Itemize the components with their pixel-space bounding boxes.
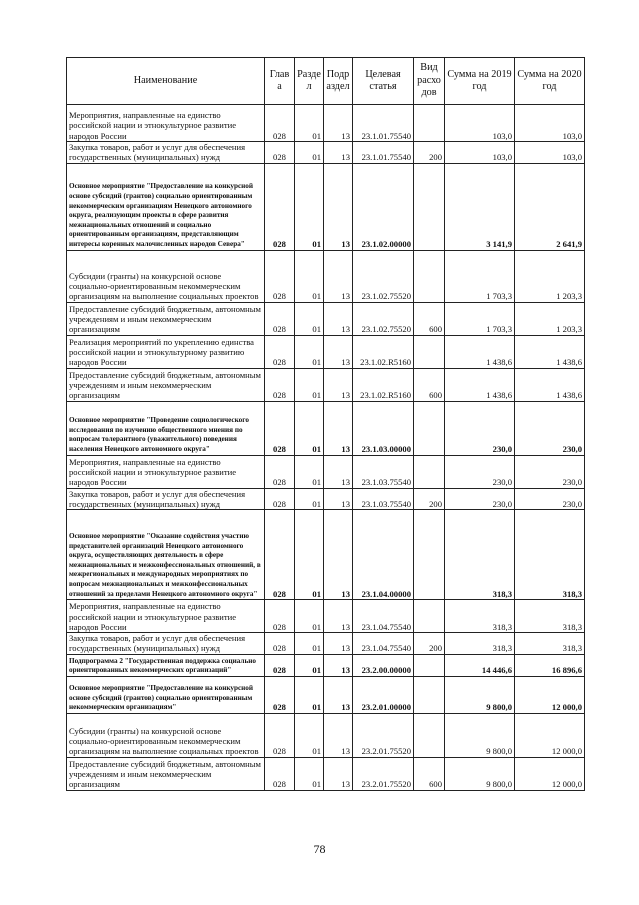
cell-target: 23.1.02.75520 (353, 302, 414, 335)
cell-section: 01 (295, 163, 324, 250)
cell-name: Мероприятия, направленные на единство российской нации и этнокультурное развитие народов России (67, 600, 265, 633)
cell-subsection: 13 (324, 633, 353, 655)
cell-section: 01 (295, 142, 324, 164)
header-sum-2020: Сумма на 2020 год (515, 58, 585, 105)
cell-sum-2019: 103,0 (445, 142, 515, 164)
cell-sum-2020: 318,3 (515, 633, 585, 655)
cell-expense-type (414, 163, 445, 250)
table-row (67, 401, 585, 455)
cell-subsection: 13 (324, 713, 353, 757)
cell-target: 23.1.04.75540 (353, 633, 414, 655)
cell-expense-type: 200 (414, 142, 445, 164)
header-chapter: Глав а (265, 58, 295, 105)
cell-sum-2020: 12 000,0 (515, 676, 585, 713)
table-row (67, 455, 585, 488)
cell-section: 01 (295, 713, 324, 757)
cell-sum-2020: 230,0 (515, 488, 585, 510)
cell-subsection: 13 (324, 676, 353, 713)
cell-sum-2019: 230,0 (445, 488, 515, 510)
table-row (67, 142, 585, 164)
cell-subsection: 13 (324, 600, 353, 633)
cell-target: 23.2.01.75520 (353, 757, 414, 790)
cell-section: 01 (295, 633, 324, 655)
cell-sum-2020: 103,0 (515, 142, 585, 164)
cell-subsection: 13 (324, 302, 353, 335)
cell-subsection: 13 (324, 510, 353, 600)
cell-sum-2019: 230,0 (445, 401, 515, 455)
cell-target: 23.1.03.75540 (353, 455, 414, 488)
cell-section: 01 (295, 368, 324, 401)
cell-expense-type (414, 713, 445, 757)
cell-name: Субсидии (гранты) на конкурсной основе социально-ориентированным некоммерческим организациям на выполнение социальных проектов (67, 713, 265, 757)
cell-sum-2019: 9 800,0 (445, 757, 515, 790)
cell-name: Основное мероприятие "Предоставление на конкурсной основе субсидий (грантов) социально ориентированным некоммерческим организациям" (67, 676, 265, 713)
cell-section: 01 (295, 250, 324, 302)
cell-chapter: 028 (265, 105, 295, 142)
cell-sum-2020: 230,0 (515, 401, 585, 455)
cell-sum-2020: 1 203,3 (515, 250, 585, 302)
cell-subsection: 13 (324, 250, 353, 302)
cell-expense-type: 600 (414, 368, 445, 401)
table-row (67, 510, 585, 600)
cell-sum-2019: 318,3 (445, 600, 515, 633)
cell-chapter: 028 (265, 250, 295, 302)
header-row (67, 58, 585, 105)
table-header (67, 58, 585, 105)
table-row (67, 488, 585, 510)
cell-chapter: 028 (265, 163, 295, 250)
cell-name: Мероприятия, направленные на единство российской нации и этнокультурное развитие народов России (67, 455, 265, 488)
cell-section: 01 (295, 335, 324, 368)
header-subsection: Подр аздел (324, 58, 353, 105)
cell-sum-2020: 16 896,6 (515, 654, 585, 676)
cell-section: 01 (295, 600, 324, 633)
cell-sum-2020: 230,0 (515, 455, 585, 488)
cell-sum-2019: 318,3 (445, 633, 515, 655)
cell-target: 23.2.01.00000 (353, 676, 414, 713)
table-row (67, 163, 585, 250)
cell-name: Закупка товаров, работ и услуг для обеспечения государственных (муниципальных) нужд (67, 633, 265, 655)
table-row (67, 633, 585, 655)
cell-sum-2019: 103,0 (445, 105, 515, 142)
cell-sum-2020: 318,3 (515, 600, 585, 633)
cell-name: Основное мероприятие "Проведение социологического исследования по изучению общественного мнения по вопросам толерантного (уважительного) поведения населения Ненецкого автономного округа" (67, 401, 265, 455)
cell-sum-2019: 1 438,6 (445, 335, 515, 368)
cell-expense-type: 200 (414, 633, 445, 655)
cell-chapter: 028 (265, 510, 295, 600)
cell-chapter: 028 (265, 600, 295, 633)
cell-section: 01 (295, 302, 324, 335)
cell-chapter: 028 (265, 757, 295, 790)
cell-target: 23.1.04.75540 (353, 600, 414, 633)
table-row (67, 368, 585, 401)
cell-name: Основное мероприятие "Оказание содействия участию представителей организаций Ненецкого автономного округа, осуществляющих деятельность в сфере межнациональных и межконфессиональных отношений, в межрегиональных и международных мероприятиях по вопросам межнациональных и межконфессиональных отношений за пределами Ненецкого автономного округа" (67, 510, 265, 600)
header-expense-type: Вид расхо дов (414, 58, 445, 105)
cell-sum-2019: 1 703,3 (445, 250, 515, 302)
cell-chapter: 028 (265, 455, 295, 488)
cell-chapter: 028 (265, 142, 295, 164)
cell-expense-type (414, 654, 445, 676)
cell-sum-2020: 12 000,0 (515, 757, 585, 790)
cell-expense-type: 600 (414, 757, 445, 790)
cell-name: Мероприятия, направленные на единство российской нации и этнокультурное развитие народов России (67, 105, 265, 142)
table-row (67, 676, 585, 713)
table-row (67, 757, 585, 790)
cell-target: 23.1.03.00000 (353, 401, 414, 455)
cell-sum-2020: 318,3 (515, 510, 585, 600)
cell-sum-2019: 1 703,3 (445, 302, 515, 335)
cell-sum-2019: 230,0 (445, 455, 515, 488)
cell-sum-2019: 9 800,0 (445, 676, 515, 713)
cell-target: 23.1.03.75540 (353, 488, 414, 510)
table-row (67, 105, 585, 142)
cell-subsection: 13 (324, 142, 353, 164)
cell-expense-type (414, 250, 445, 302)
cell-chapter: 028 (265, 401, 295, 455)
cell-chapter: 028 (265, 633, 295, 655)
cell-chapter: 028 (265, 713, 295, 757)
cell-subsection: 13 (324, 757, 353, 790)
cell-target: 23.2.00.00000 (353, 654, 414, 676)
cell-section: 01 (295, 676, 324, 713)
table-body (67, 105, 585, 791)
cell-name: Подпрограмма 2 "Государственная поддержка социально ориентированных некоммерческих организаций" (67, 654, 265, 676)
cell-sum-2019: 1 438,6 (445, 368, 515, 401)
cell-name: Основное мероприятие "Предоставление на конкурсной основе субсидий (грантов) социально ориентированным некоммерческим организациям Ненецкого автономного округа, реализующим проекты в сфере развития межнациональных отношений и социально ориентированным организациям, представляющим интересы коренных малочисленных народов Севера" (67, 163, 265, 250)
cell-expense-type (414, 401, 445, 455)
table-row (67, 600, 585, 633)
cell-target: 23.1.02.75520 (353, 250, 414, 302)
cell-name: Предоставление субсидий бюджетным, автономным учреждениям и иным некоммерческим организациям (67, 757, 265, 790)
cell-section: 01 (295, 510, 324, 600)
cell-name: Закупка товаров, работ и услуг для обеспечения государственных (муниципальных) нужд (67, 142, 265, 164)
cell-name: Субсидии (гранты) на конкурсной основе социально-ориентированным некоммерческим организациям на выполнение социальных проектов (67, 250, 265, 302)
cell-name: Предоставление субсидий бюджетным, автономным учреждениям и иным некоммерческим организациям (67, 368, 265, 401)
cell-chapter: 028 (265, 676, 295, 713)
table-row (67, 654, 585, 676)
cell-target: 23.1.04.00000 (353, 510, 414, 600)
cell-target: 23.1.02.R5160 (353, 368, 414, 401)
cell-name: Реализация мероприятий по укреплению единства российской нации и этнокультурному развитию народов России (67, 335, 265, 368)
cell-expense-type: 200 (414, 488, 445, 510)
cell-target: 23.2.01.75520 (353, 713, 414, 757)
cell-subsection: 13 (324, 455, 353, 488)
cell-sum-2019: 14 446,6 (445, 654, 515, 676)
cell-name: Предоставление субсидий бюджетным, автономным учреждениям и иным некоммерческим организациям (67, 302, 265, 335)
table-row (67, 335, 585, 368)
cell-target: 23.1.01.75540 (353, 142, 414, 164)
table-row (67, 713, 585, 757)
table-row (67, 250, 585, 302)
cell-subsection: 13 (324, 488, 353, 510)
cell-expense-type (414, 105, 445, 142)
cell-section: 01 (295, 455, 324, 488)
table-row (67, 302, 585, 335)
cell-subsection: 13 (324, 368, 353, 401)
cell-subsection: 13 (324, 163, 353, 250)
cell-subsection: 13 (324, 401, 353, 455)
cell-expense-type (414, 510, 445, 600)
cell-chapter: 028 (265, 302, 295, 335)
budget-table (66, 57, 585, 791)
header-sum-2019: Сумма на 2019 год (445, 58, 515, 105)
cell-section: 01 (295, 654, 324, 676)
cell-chapter: 028 (265, 335, 295, 368)
header-name: Наименование (67, 58, 265, 105)
cell-sum-2020: 1 438,6 (515, 335, 585, 368)
cell-section: 01 (295, 757, 324, 790)
header-section: Разде л (295, 58, 324, 105)
cell-sum-2020: 1 438,6 (515, 368, 585, 401)
cell-chapter: 028 (265, 368, 295, 401)
cell-expense-type (414, 335, 445, 368)
cell-sum-2020: 12 000,0 (515, 713, 585, 757)
cell-subsection: 13 (324, 105, 353, 142)
cell-target: 23.1.01.75540 (353, 105, 414, 142)
cell-expense-type (414, 676, 445, 713)
cell-subsection: 13 (324, 654, 353, 676)
cell-sum-2019: 3 141,9 (445, 163, 515, 250)
header-target: Целевая статья (353, 58, 414, 105)
cell-expense-type (414, 600, 445, 633)
cell-section: 01 (295, 401, 324, 455)
cell-sum-2020: 103,0 (515, 105, 585, 142)
cell-section: 01 (295, 488, 324, 510)
page-number: 78 (313, 842, 326, 856)
cell-name: Закупка товаров, работ и услуг для обеспечения государственных (муниципальных) нужд (67, 488, 265, 510)
cell-sum-2020: 1 203,3 (515, 302, 585, 335)
cell-sum-2019: 9 800,0 (445, 713, 515, 757)
cell-expense-type: 600 (414, 302, 445, 335)
cell-sum-2020: 2 641,9 (515, 163, 585, 250)
cell-sum-2019: 318,3 (445, 510, 515, 600)
cell-subsection: 13 (324, 335, 353, 368)
cell-chapter: 028 (265, 488, 295, 510)
cell-target: 23.1.02.00000 (353, 163, 414, 250)
cell-target: 23.1.02.R5160 (353, 335, 414, 368)
cell-section: 01 (295, 105, 324, 142)
cell-expense-type (414, 455, 445, 488)
cell-chapter: 028 (265, 654, 295, 676)
